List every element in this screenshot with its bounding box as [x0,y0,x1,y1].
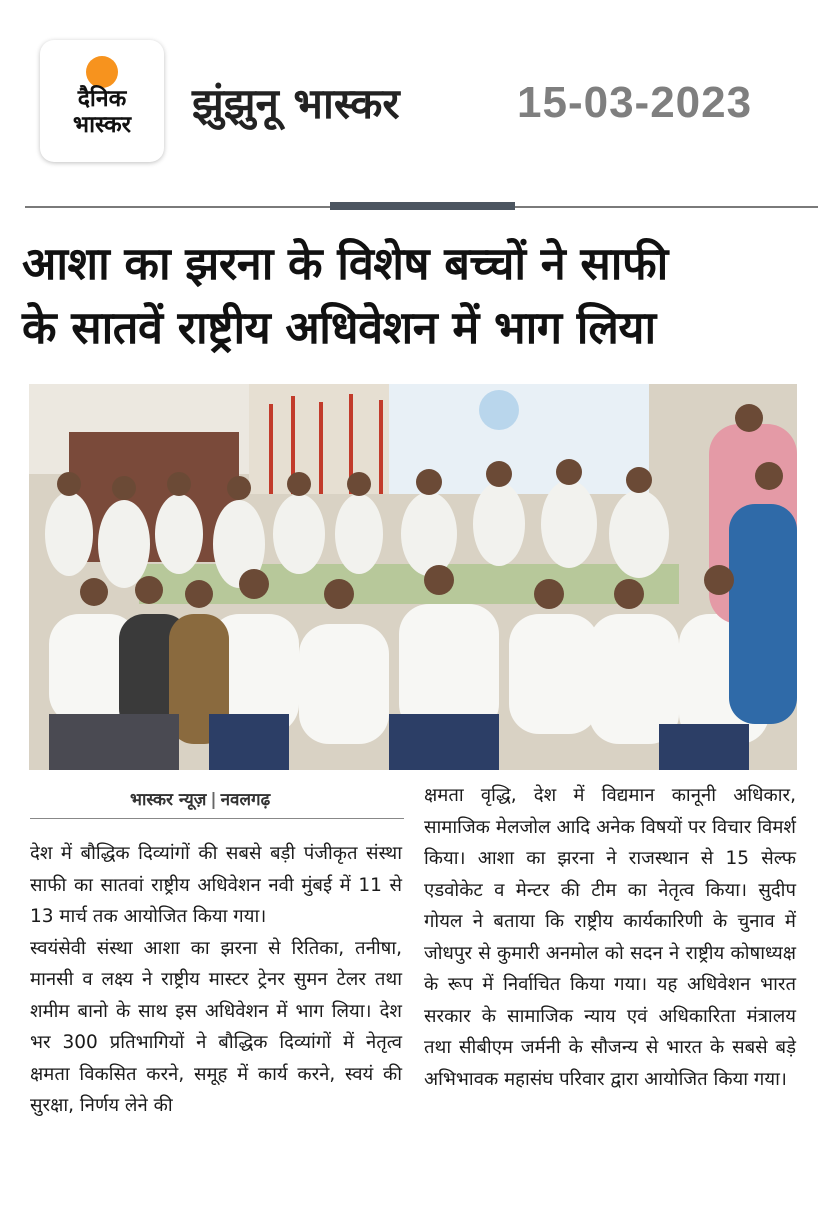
byline-divider [30,818,404,819]
publication-date: 15-03-2023 [517,78,753,127]
logo-wordmark [40,86,164,138]
group-photo-illustration [29,384,797,770]
headline-line1: आशा का झरना के विशेष बच्चों ने साफी [22,237,668,290]
logo-text-line2: भास्कर [72,112,132,138]
edition-title: झुंझुनू भास्कर [192,79,400,128]
byline-place: नवलगढ़ [220,790,271,810]
article-column-right: क्षमता वृद्धि, देश में विद्यमान कानूनी अधिकार, सामाजिक मेलजोल आदि अनेक विषयों पर विचार विमर्श किया। आशा का झरना ने राजस्थान से 15 सेल्फ एडवोकेट व मेन्टर की टीम का नेतृत्व किया। सुदीप गोयल ने बताया कि राष्ट्रीय कार्यकारिणी के चुनाव में जोधपुर से कुमारी अनमोल को सदन ने राष्ट्रीय कोषाध्यक्ष के रूप में निर्वाचित किया गया। यह अधिवेशन भारत सरकार के सामाजिक न्याय एवं अधिकारिता मंत्रालय तथा सीबीएम जर्मनी के सौजन्य से भारत के सबसे बड़े अभिभावक महासंघ परिवार द्वारा आयोजित किया गया। [424,785,796,1090]
byline-separator: | [210,790,217,810]
article-photo [29,384,797,770]
article-byline [130,787,270,810]
byline-source: भास्कर न्यूज़ [130,790,207,810]
logo-text-line1: दैनिक [77,86,127,112]
headline-line2: के सातवें राष्ट्रीय अधिवेशन में भाग लिया [22,301,656,354]
newspaper-logo [40,40,164,162]
logo-sun-icon [86,56,118,88]
article-headline [22,232,802,360]
header-divider-accent [330,202,515,210]
article-column-left: देश में बौद्धिक दिव्यांगों की सबसे बड़ी पंजीकृत संस्था साफी का सातवां राष्ट्रीय अधिवेशन नवी मुंबई में 11 से 13 मार्च तक आयोजित किया गया। स्वयंसेवी संस्था आशा का झरना से रितिका, तनीषा, मानसी व लक्ष्य ने राष्ट्रीय मास्टर ट्रेनर सुमन टेलर तथा शमीम बानो के साथ इस अधिवेशन में भाग लिया। देश भर 300 प्रतिभागियों ने बौद्धिक दिव्यांगों में नेतृत्व क्षमता विकसित करने, समूह में कार्य करने, स्वयं की सुरक्षा, निर्णय लेने की [30,843,402,1116]
